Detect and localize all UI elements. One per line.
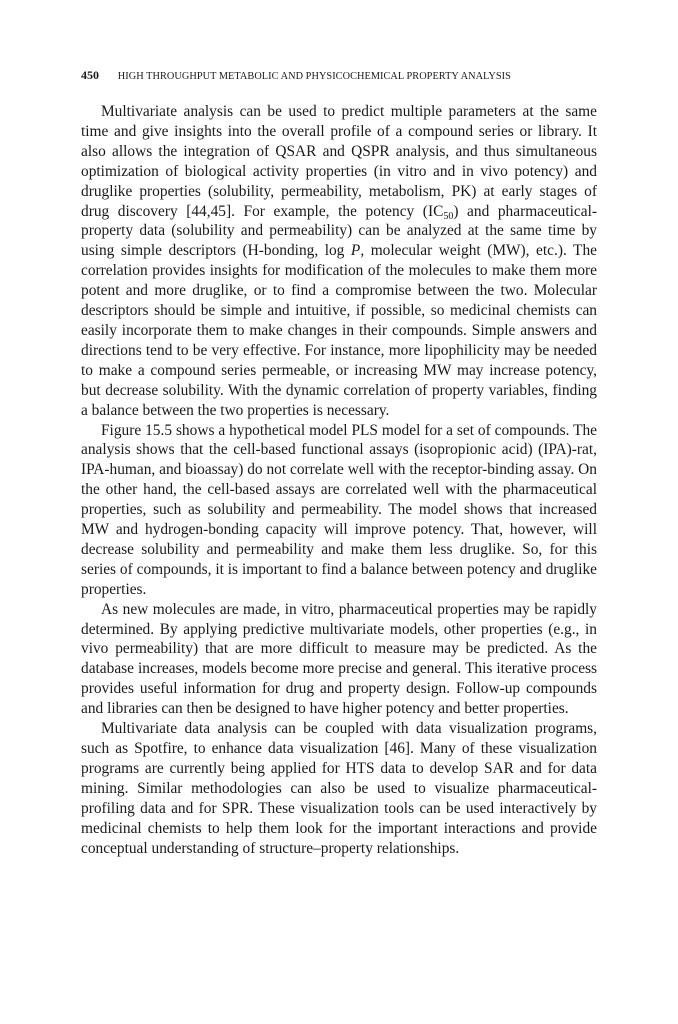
paragraph-1 xyxy=(81,102,597,421)
page-number: 450 xyxy=(81,68,99,82)
paragraph-1-part-1: Multivariate analysis can be used to predict multiple parameters at the same time and give insights into the overall profile of a compound series or library. It also allows the integration of QSAR and QSPR analysis, and thus simultaneous optimization of biological activity properties (in vitro and in vivo potency) and druglike properties (solubility, permeability, metabolism, PK) at early stages of drug discovery [44,45]. For example, the potency (IC xyxy=(81,103,597,220)
body-text xyxy=(81,102,597,858)
running-header xyxy=(81,68,597,84)
paragraph-3: As new molecules are made, in vitro, pharmaceutical properties may be rapidly determined. By applying predictive multivariate models, other properties (e.g., in vivo permeability) that are more difficult to measure may be predicted. As the database increases, models become more precise and general. This iterative process provides useful information for drug and property design. Follow-up compounds and libraries can then be designed to have higher potency and better properties. xyxy=(81,600,597,718)
ic50-subscript: 50 xyxy=(443,210,454,222)
paragraph-1-part-2: ) and pharmaceutical-property data (solubility and permeability) can be analyzed at the same time by using simple descriptors (H-bonding, log xyxy=(81,202,597,260)
paragraph-1-part-3: , molecular weight (MW), etc.). The correlation provides insights for modification of the molecules to make them more potent and more druglike, or to find a compromise between the two. Molecular descriptors should be simple and intuitive, if possible, so medicinal chemists can easily incorporate them to make changes in their compounds. Simple answers and directions tend to be very effective. For instance, more lipophilicity may be needed to make a compound series permeable, or increasing MW may increase potency, but decrease solubility. With the dynamic correlation of property variables, finding a balance between the two properties is necessary. xyxy=(81,242,597,419)
running-title: HIGH THROUGHPUT METABOLIC AND PHYSICOCHEMICAL PROPERTY ANALYSIS xyxy=(117,71,511,82)
log-p-italic: P xyxy=(350,242,361,260)
paragraph-2: Figure 15.5 shows a hypothetical model PLS model for a set of compounds. The analysis shows that the cell-based functional assays (isopropionic acid) (IPA)-rat, IPA-human, and bioassay) do not correlate well with the receptor-binding assay. On the other hand, the cell-based assays are correlated well with the pharmaceutical properties, such as solubility and permeability. The model shows that increased MW and hydrogen-bonding capacity will improve potency. That, however, will decrease solubility and permeability and make them less druglike. So, for this series of compounds, it is important to find a balance between potency and druglike properties. xyxy=(81,421,597,598)
paragraph-4: Multivariate data analysis can be coupled with data visualization programs, such as Spotfire, to enhance data visualization [46]. Many of these visualization programs are currently being applied for HTS data to develop SAR and for data mining. Similar methodologies can also be used to visualize pharmaceutical-profiling data and for SPR. These visualization tools can be used interactively by medicinal chemists to help them look for the important interactions and provide conceptual understanding of structure–property relationships. xyxy=(81,720,597,857)
